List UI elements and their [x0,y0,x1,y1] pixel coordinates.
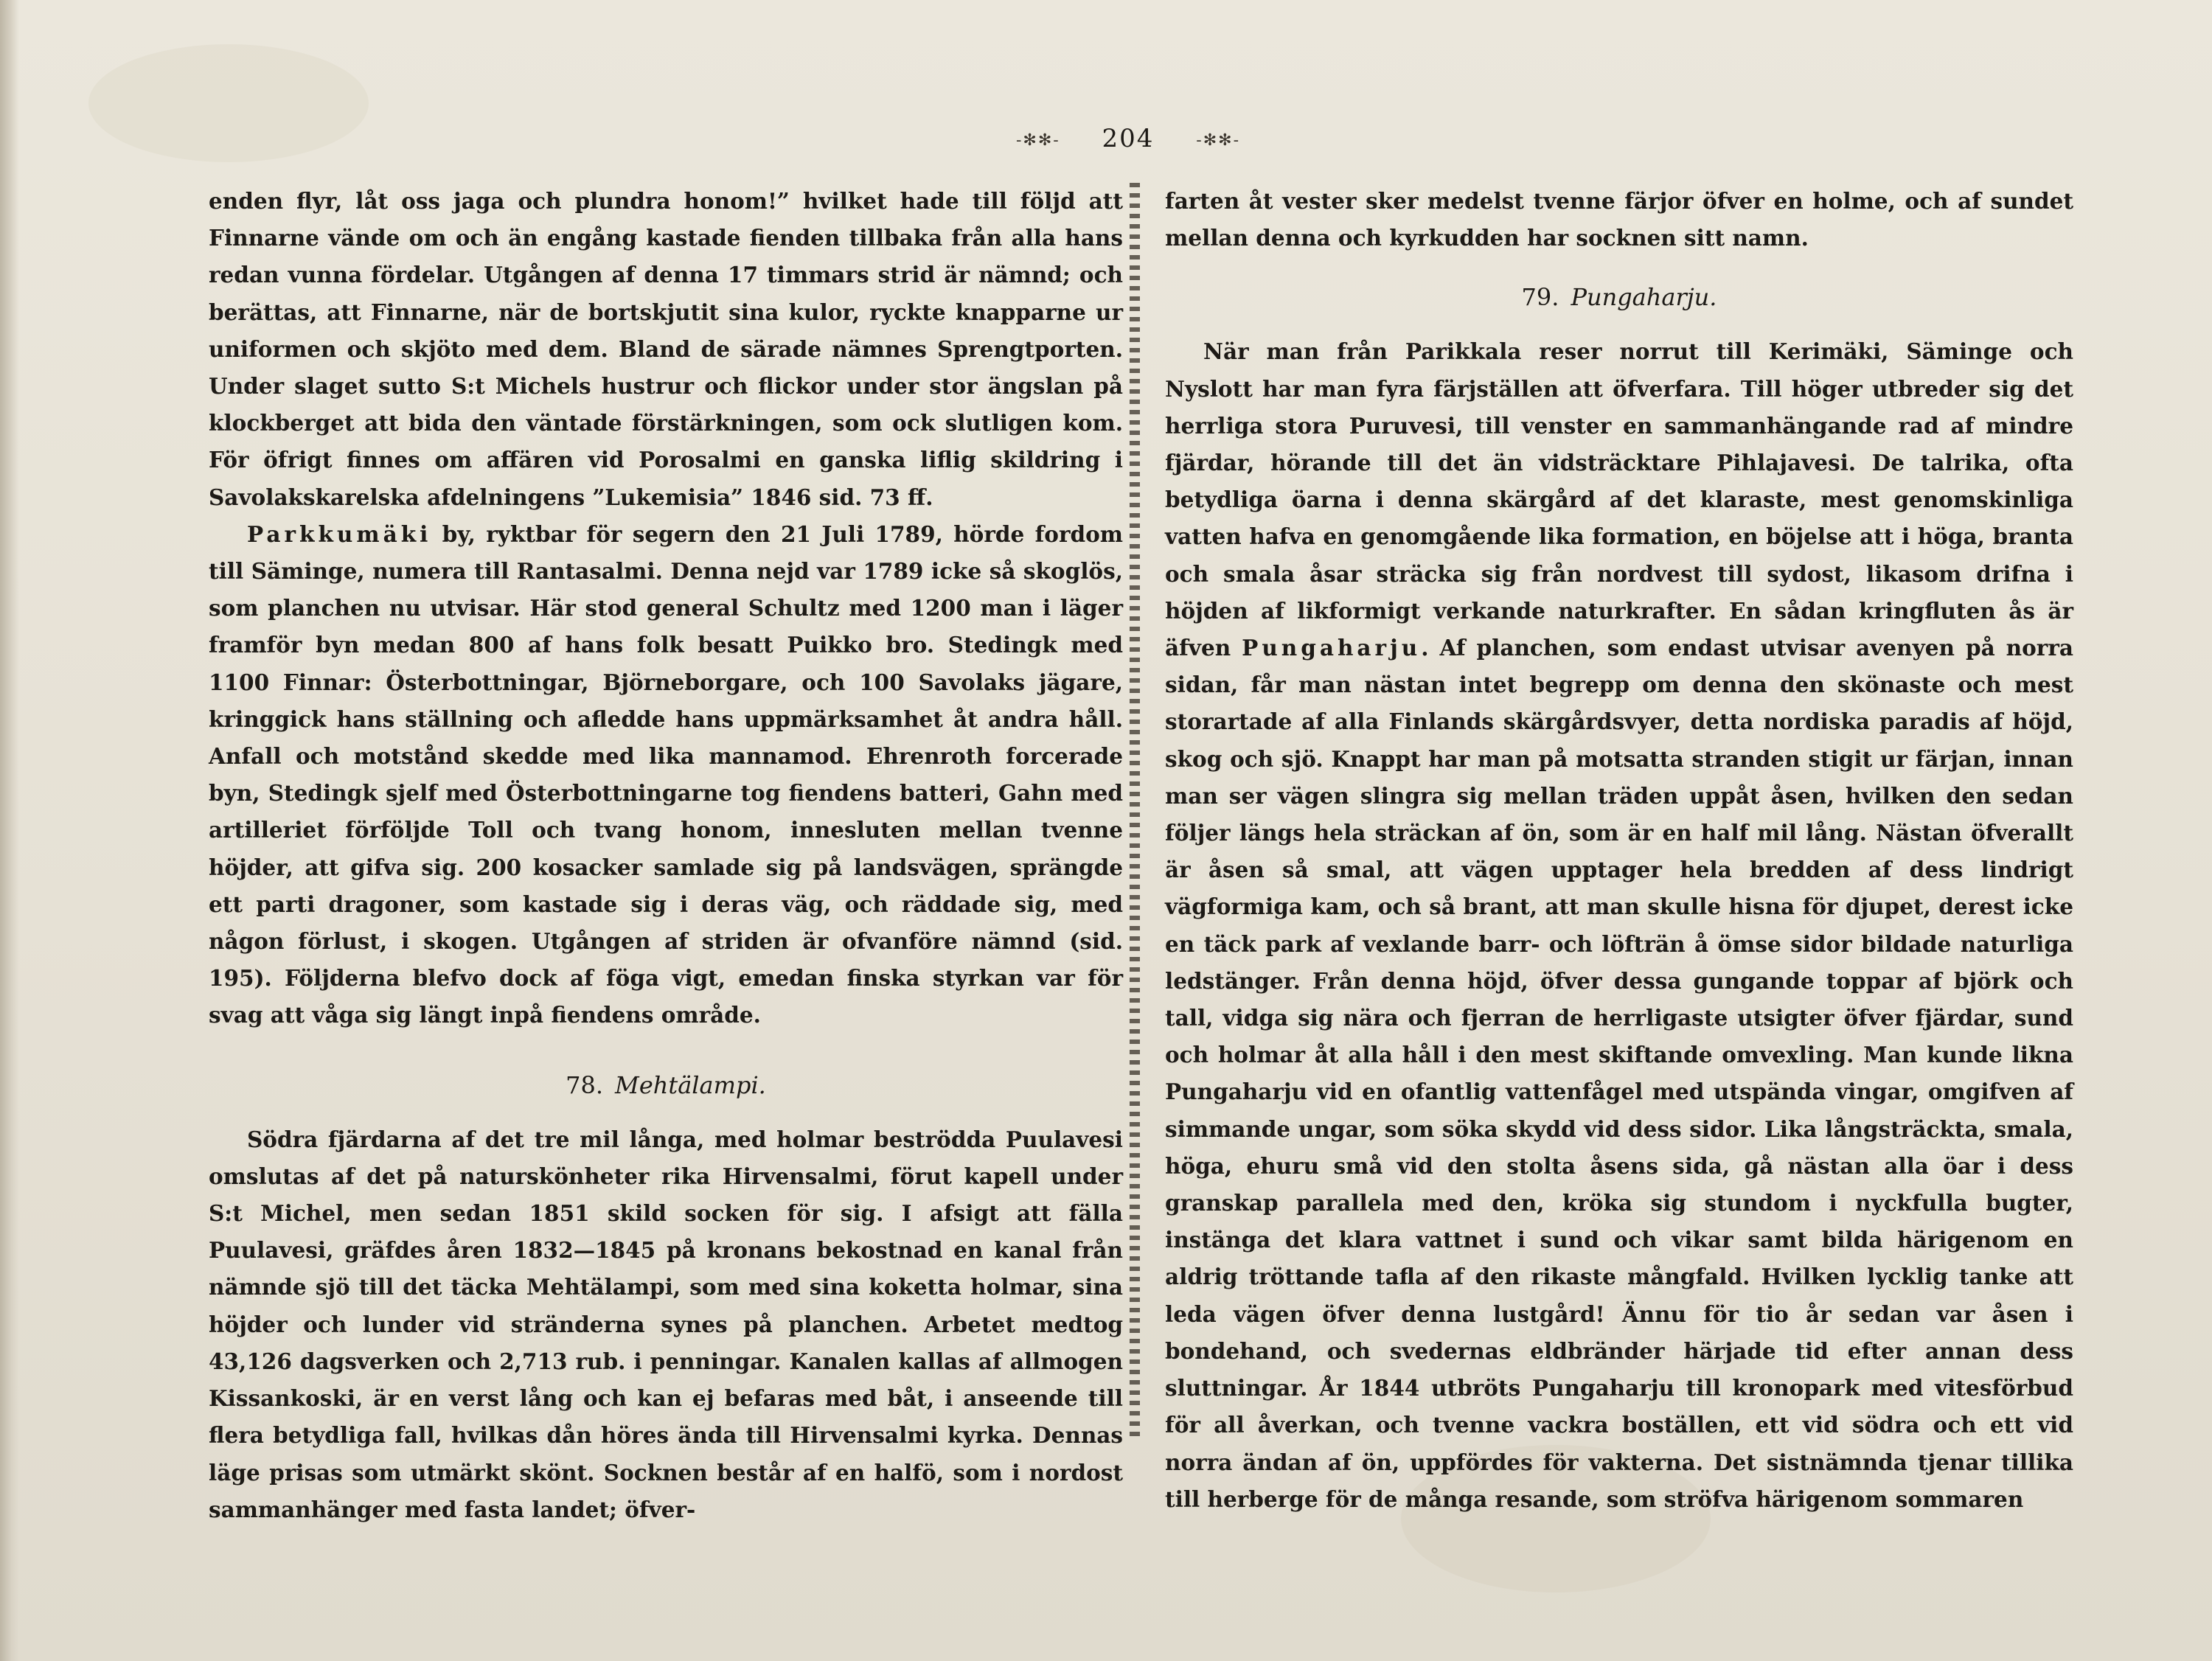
section-title: Mehtälampi. [615,1070,766,1099]
page-number: 204 [1102,124,1155,153]
page-header [959,124,1298,156]
section-number: 79. [1521,283,1559,312]
section-number: 78. [566,1070,604,1099]
binding-shadow [0,0,19,1661]
section-heading-mehtalampi [209,1067,1123,1104]
ornament-right: -✻✻- [1196,130,1240,150]
left-column [209,183,1123,1528]
paragraph-continuation: farten åt vester sker medelst tvenne färjor öfver en holme, och af sundet mellan denna och kyrkudden har socknen sitt namn. [1165,188,2073,251]
paragraph-parkkumaki-text: by, ryktbar för segern den 21 Juli 1789, hörde fordom till Säminge, numera till Rantasalmi. Denna nejd var 1789 icke så skoglös, som planchen nu utvisar. Här stod general Schultz med 1200 man i läger framför byn medan 800 af hans folk besatt Puikko bro. Stedingk med 1100 Finnar: Österbottningar, Björneborgare, och 100 Savolaks jägare, kringgick hans ställning och afledde hans uppmärksamhet åt andra håll. Anfall och motstånd skedde med lika mannamod. Ehrenroth forcerade byn, Stedingk sjelf med Österbottningarne tog fiendens batteri, Gahn med artilleriet förföljde Toll och tvang honom, innesluten mellan tvenne höjder, att gifva sig. 200 kosacker samlade sig på landsvägen, sprängde ett parti dragoner, som kastade sig i deras väg, och räddade sig, med någon förlust, i skogen. Utgången af striden är ofvanföre nämnd (sid. 195). Följderna blefvo dock af föga vigt, emedan finska styrkan var för svag att våga sig längt inpå fiendens område. [209,520,1123,1028]
column-divider-rule [1130,183,1140,1436]
paragraph-pungaharju [1165,333,2073,1518]
paragraph-pungaharju-text-a: När man från Parikkala reser norrut till Kerimäki, Säminge och Nyslott har man fyra färjställen att öfverfara. Till höger utbreder sig det herrliga stora Puruvesi, till venster en sammanhängande rad af mindre fjärdar, hörande till det än vidsträcktare Pihlajavesi. De talrika, ofta betydliga öarna i denna skärgård af det klaraste, mest genomskinliga vatten hafva en genomgående lika formation, en böjelse att i höga, branta och smala åsar sträcka sig från nordvest till sydost, likasom drifna i höjden af likformigt verkande naturkrafter. En sådan kringfluten ås är äfven [1165,338,2073,661]
place-name-parkkumaki: Parkkumäki [247,520,432,547]
paragraph-parkkumaki [209,516,1123,1034]
section-title: Pungaharju. [1571,283,1717,312]
paper-stain [88,44,369,162]
paragraph-mehtalampi: Södra fjärdarna af det tre mil långa, med holmar beströdda Puulavesi omslutas af det på naturskönheter rika Hirvensalmi, förut kapell under S:t Michel, men sedan 1851 skild socken för sig. I afsigt att fälla Puulavesi, gräfdes åren 1832—1845 på kronans bekostnad en kanal från nämnde sjö till det täcka Mehtälampi, som med sina koketta holmar, sina höjder och lunder vid stränderna synes på planchen. Arbetet medtog 43,126 dagsverken och 2,713 rub. i penningar. Kanalen kallas af allmogen Kissankoski, är en verst lång och kan ej befaras med båt, i anseende till flera betydliga fall, hvilkas dån höres ända till Hirvensalmi kyrka. Dennas läge prisas som utmärkt skönt. Socknen består af en halfö, som i nordost sammanhänger med fasta landet; öfver- [209,1126,1123,1522]
ornament-left: -✻✻- [1016,130,1060,150]
place-name-pungaharju: Pungaharju [1242,635,1422,661]
right-column [1165,183,2073,1518]
paragraph-pungaharju-text-b: . Af planchen, som endast utvisar avenyen på norra sidan, får man nästan intet begrepp om denna den skönaste och mest storartade af alla Finlands skärgårdsvyer, detta nordiska paradis af höjd, skog och sjö. Knappt har man på motsatta stranden stigit ur färjan, innan man ser vägen slingra sig mellan träden uppåt åsen, hvilken den sedan följer längs hela sträckan af ön, som är en half mil lång. Nästan öfverallt är åsen så smal, att vägen upptager hela bredden af dess lindrigt vägformiga kam, och så brant, att man skulle hisna för djupet, derest icke en täck park af vexlande barr- och löfträn å ömse sidor bildade naturliga ledstänger. Från denna höjd, öfver dessa gungande toppar af björk och tall, vidga sig nära och fjerran de herrligaste utsigter öfver fjärdar, sund och holmar åt alla håll i den mest skiftande omvexling. Man kunde likna Pungaharju vid en ofantlig vattenfågel med utspända vingar, omgifven af simmande ungar, som söka skydd vid dess sidor. Lika långsträckta, smala, höga, ehuru små vid den stolta åsens sida, gå nästan alla öar i dess granskap parallela med den, kröka sig stundom i nyckfulla bugter, instänga det klara vattnet i sund och vikar samt bilda härigenom en aldrig tröttande tafla af den rikaste mångfald. Hvilken lycklig tanke att leda vägen öfver denna lustgård! Ännu för tio år sedan var åsen i bondehand, och svedernas eldbränder härjade tid efter annan dess sluttningar. År 1844 utbröts Pungaharju till kronopark med vitesförbud för all åverkan, och tvenne vackra boställen, ett vid södra och ett vid norra ändan af ön, uppfördes för vakterna. Det sistnämnda tjenar tillika till herberge för de många resande, som ströfva härigenom sommaren [1165,635,2073,1512]
paragraph-porosalmi: enden flyr, låt oss jaga och plundra honom!” hvilket hade till följd att Finnarne vände om och än engång kastade fienden tillbaka från alla hans redan vunna fördelar. Utgången af denna 17 timmars strid är nämnd; och berättas, att Finnarne, när de bortskjutit sina kulor, ryckte knapparne ur uniformen och skjöto med dem. Bland de särade nämnes Sprengtporten. Under slaget sutto S:t Michels hustrur och flickor under stor ängslan på klockberget att bida den väntade förstärkningen, som ock slutligen kom. För öfrigt finnes om affären vid Porosalmi en ganska liflig skildring i Savolakskarelska afdelningens ”Lukemisia” 1846 sid. 73 ff. [209,188,1123,510]
section-heading-pungaharju [1165,279,2073,316]
